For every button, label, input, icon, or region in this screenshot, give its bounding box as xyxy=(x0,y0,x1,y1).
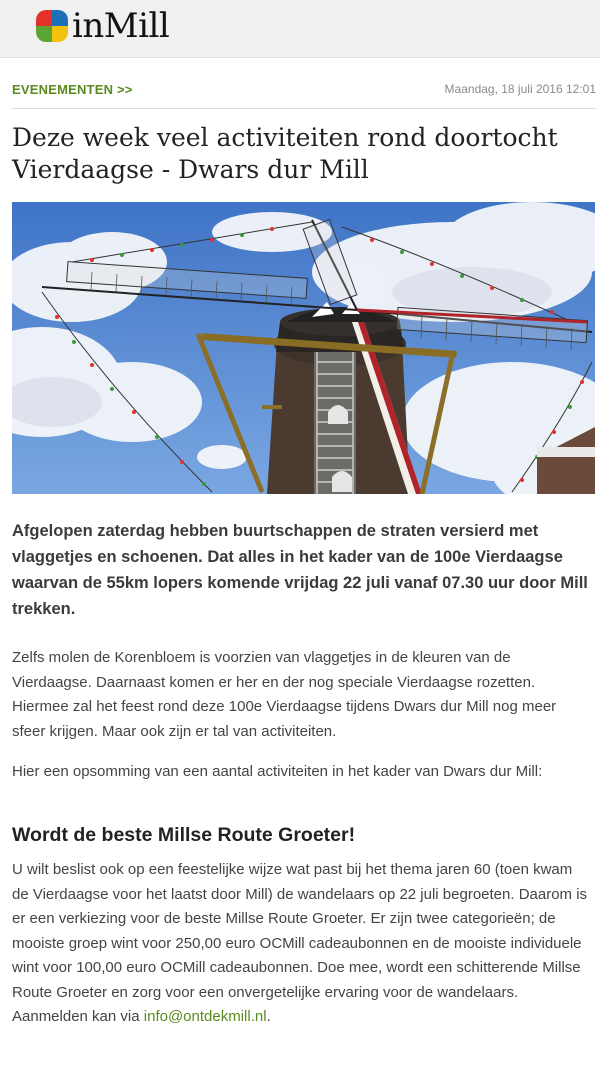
paragraph-text: U wilt beslist ook op een feestelijke wijze wat past bij het thema jaren 60 (toen kwam de Vierdaagse voor het laatst door Mill) de wandelaars op 22 juli begroeten. Daarom is er een verkiezing voor de beste Millse Route Groeter. Er zijn twee categorieën; de mooiste groep wint voor 250,00 euro OCMill cadeaubonnen en de mooiste individuele wint voor 100,00 euro OCMill cadeaubonnen. Doe mee, wordt een schitterende Millse Route Groeter en zorg voor een onvergetelijke ervaring voor de wandelaars. Aanmelden kan via xyxy=(12,861,588,1025)
logo-text: inMill xyxy=(72,6,170,46)
divider xyxy=(12,108,596,109)
article-lead: Afgelopen zaterdag hebben buurtschappen de straten versierd met vlaggetjes en schoenen. Dat alles in het kader van de 100e Vierdaagse waarvan de 55km lopers komende vrijdag 22 juli vanaf 07.30 uur door Mill trekken. xyxy=(12,522,588,618)
logo-icon xyxy=(36,10,68,42)
email-link[interactable]: info@ontdekmill.nl xyxy=(143,1008,267,1025)
article-paragraph xyxy=(12,858,592,1030)
article-title: Deze week veel activiteiten rond doortocht Vierdaagse - Dwars dur Mill xyxy=(12,123,558,184)
article-meta xyxy=(12,80,596,102)
paragraph-end: . xyxy=(266,1008,271,1025)
article-paragraph: Zelfs molen de Korenbloem is voorzien van vlaggetjes in de kleuren van de Vierdaagse. Daarnaast komen er her en der nog speciale Vierdaagse rozetten. Hiermee zal het feest rond deze 100e Vierdaagse tijdens Dwars dur Mill nog meer sfeer krijgen. Maar ook zijn er tal van activiteiten. xyxy=(12,649,557,740)
top-bar xyxy=(0,0,600,58)
hero-image-windmill xyxy=(12,202,595,494)
publish-date: Maandag, 18 juli 2016 12:01 xyxy=(444,82,596,96)
site-logo[interactable] xyxy=(36,6,169,46)
article-subheading: Wordt de beste Millse Route Groeter! xyxy=(12,824,356,846)
article-paragraph: Hier een opsomming van een aantal activiteiten in het kader van Dwars dur Mill: xyxy=(12,763,543,780)
section-link-evenementen[interactable]: EVENEMENTEN >> xyxy=(12,82,133,97)
